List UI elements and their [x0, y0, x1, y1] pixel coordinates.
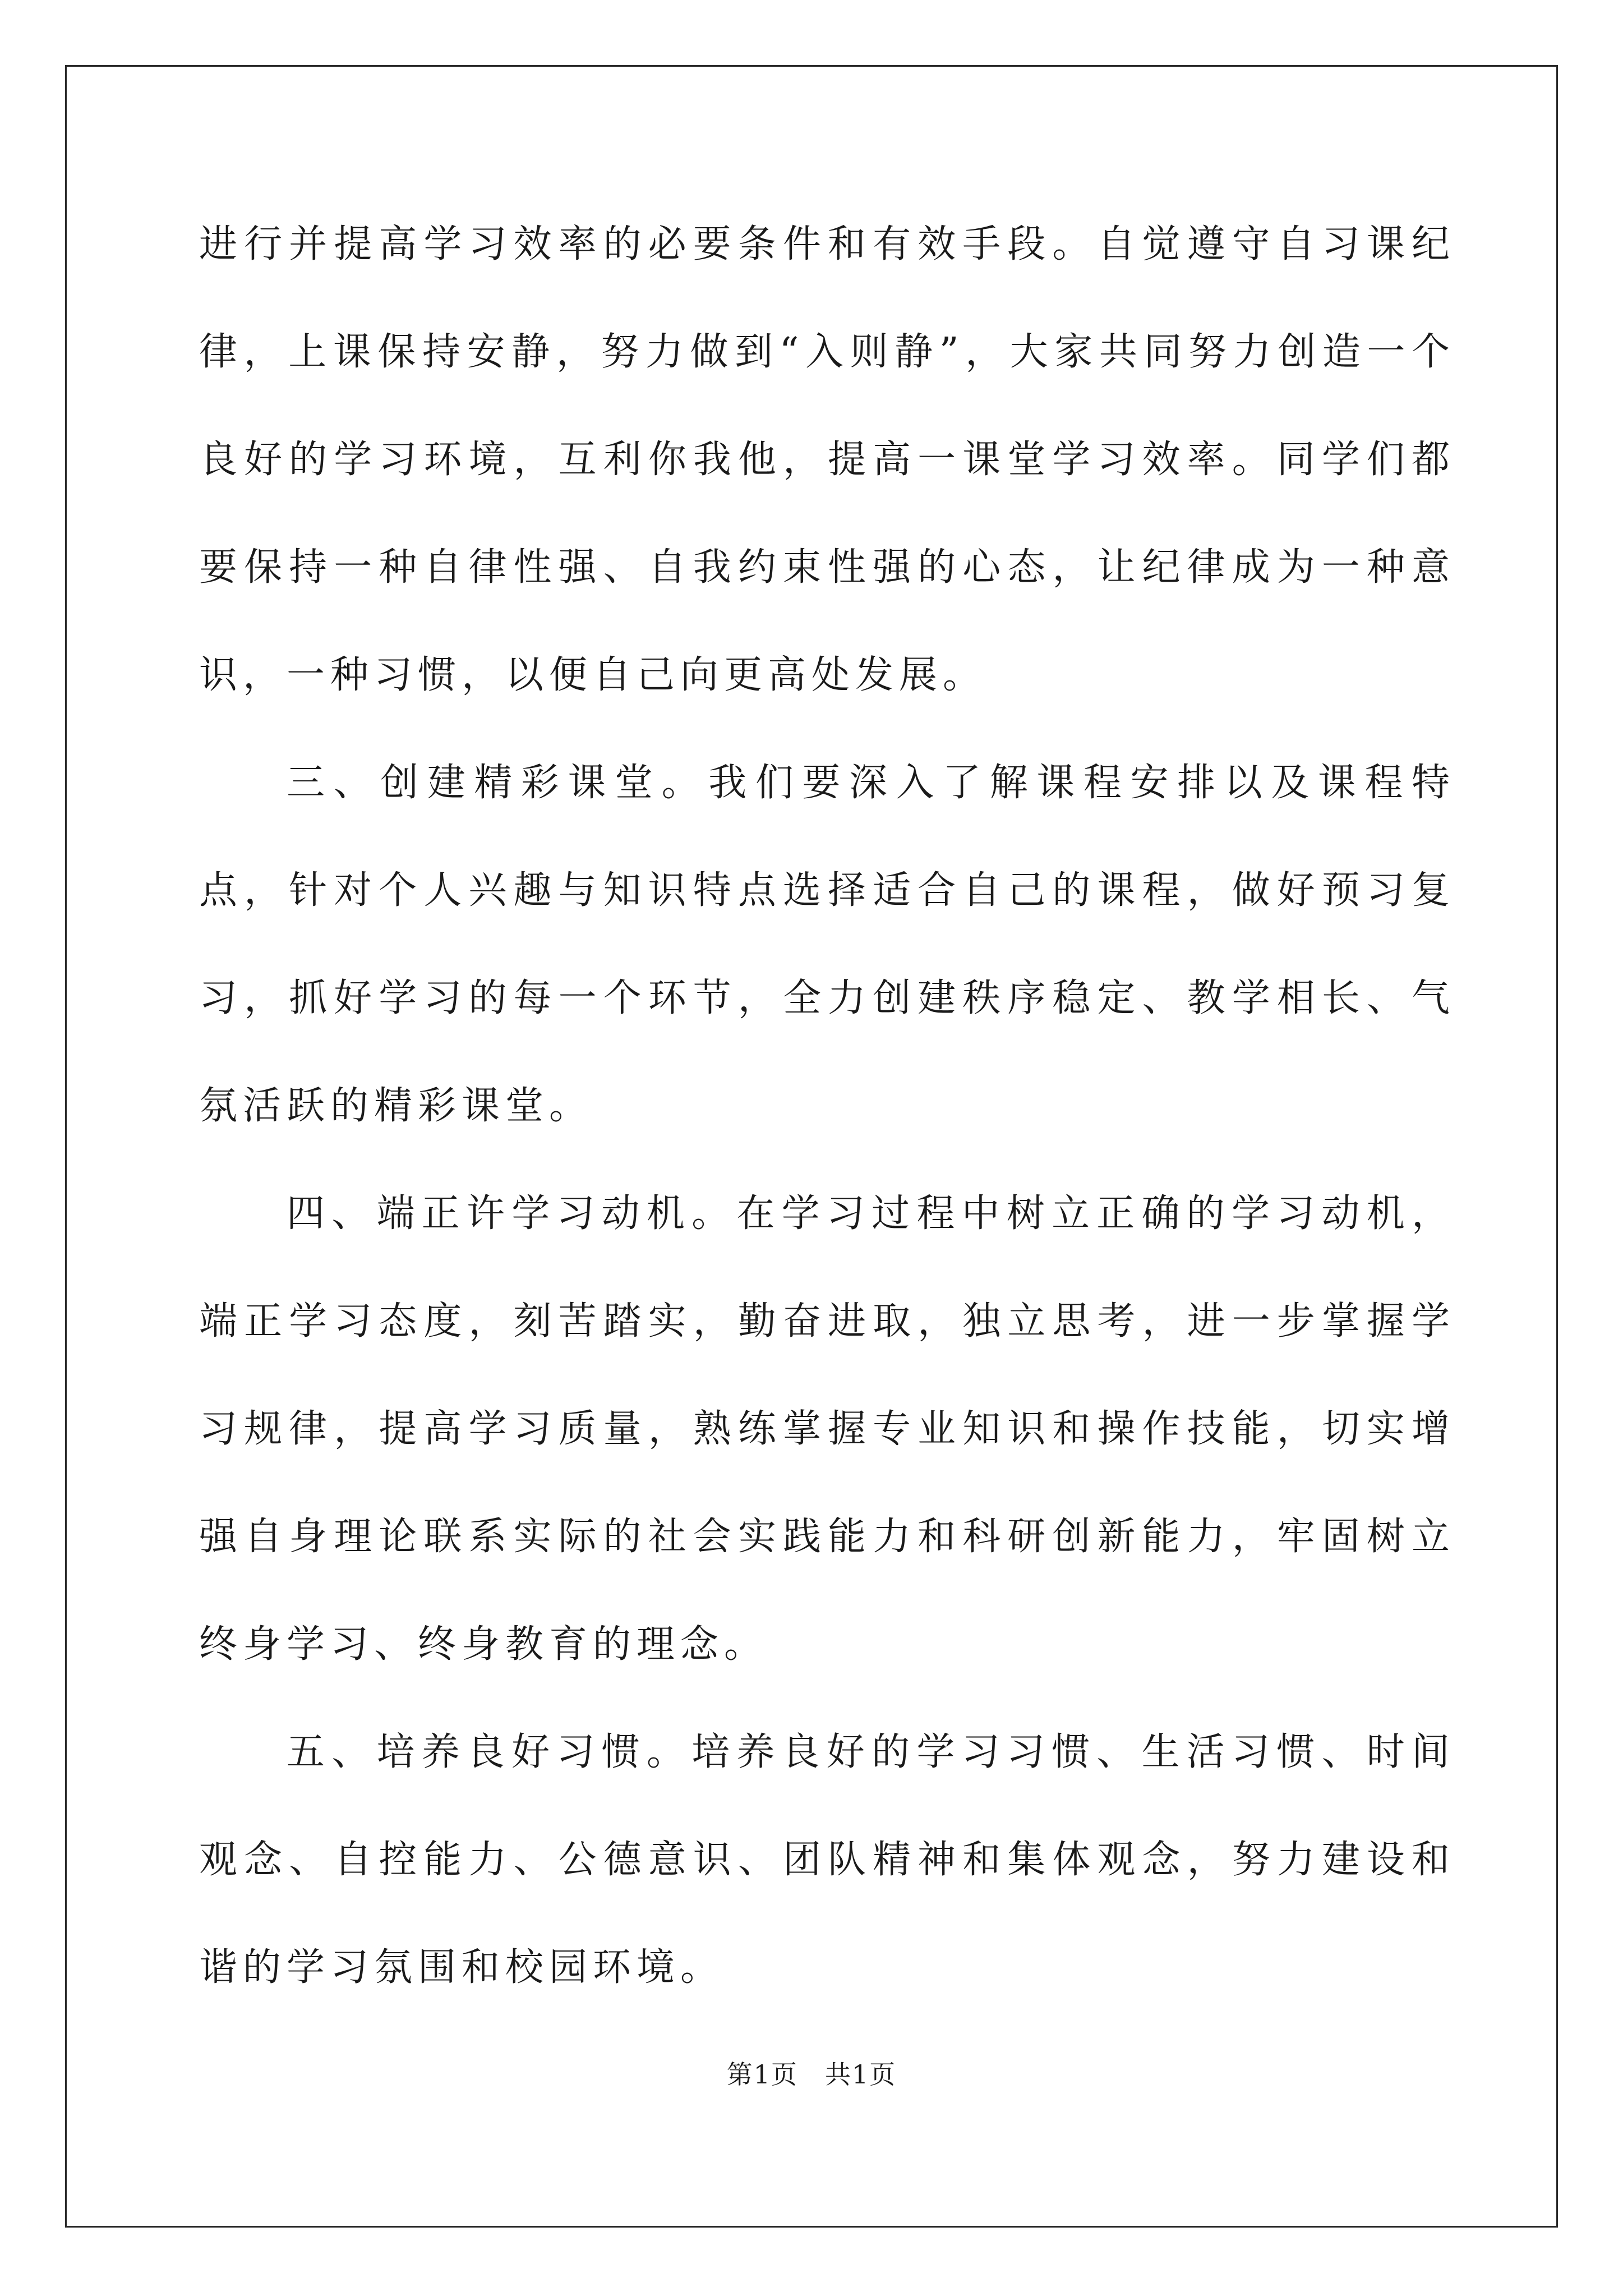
paragraph-section-three: 三、创建精彩课堂。我们要深入了解课程安排以及课程特点，针对个人兴趣与知识特点选择适合自己的课程，做好预习复习，抓好学习的每一个环节，全力创建秩序稳定、教学相长、气氛活跃的精彩课堂。 — [199, 761, 1455, 1128]
page-number-footer: 第1页 共1页 — [726, 2059, 897, 2090]
paragraph-section-four: 四、端正许学习动机。在学习过程中树立正确的学习动机，端正学习态度，刻苦踏实，勤奋进取，独立思考，进一步掌握学习规律，提高学习质量，熟练掌握专业知识和操作技能，切实增强自身理论联系实际的社会实践能力和科研创新能力，牢固树立终身学习、终身教育的理念。 — [199, 1191, 1455, 1667]
paragraph-section-five: 五、培养良好习惯。培养良好的学习习惯、生活习惯、时间观念、自控能力、公德意识、团队精神和集体观念，努力建设和谐的学习氛围和校园环境。 — [199, 1730, 1455, 1990]
paragraph-continuation: 进行并提高学习效率的必要条件和有效手段。自觉遵守自习课纪律，上课保持安静，努力做到“入则静”，大家共同努力创造一个良好的学习环境，互利你我他，提高一课堂学习效率。同学们都要保持一种自律性强、自我约束性强的心态，让纪律成为一种意识，一种习惯，以便自己向更高处发展。 — [199, 222, 1455, 697]
document-body — [199, 191, 1455, 2022]
